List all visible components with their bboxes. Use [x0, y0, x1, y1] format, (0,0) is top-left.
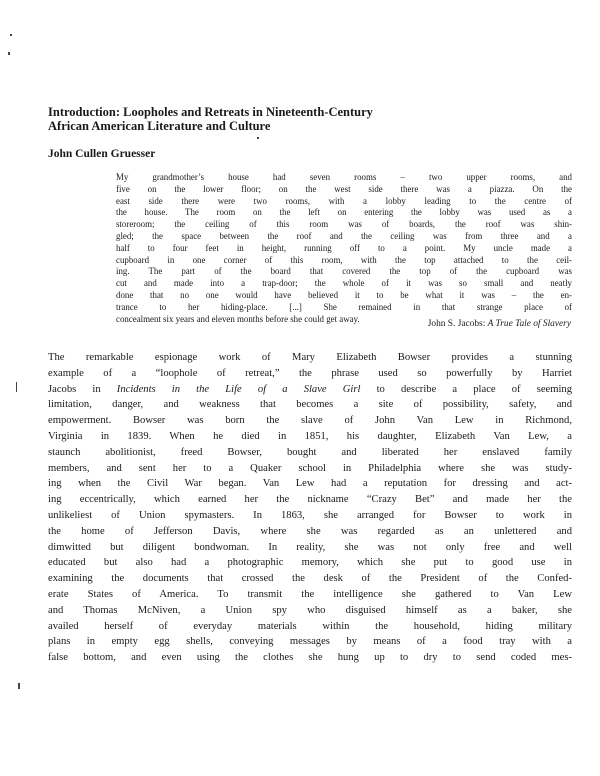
body-line: ing when the Civil War began. Van Lew had a reputation for dressing and act-	[48, 478, 572, 490]
epigraph-line: cupboard in one corner of this room, with the top attached to the ceil-	[116, 254, 572, 265]
epigraph-line: My grandmother’s house had seven rooms – two upper rooms, and	[116, 172, 572, 182]
attribution-author: John S. Jacobs:	[427, 319, 486, 329]
body-line: Virginia in 1839. When he died in 1851, his daughter, Elizabeth Van Lew, a	[48, 430, 572, 442]
epigraph-line: concealment six years and eleven months before she could get away.	[116, 313, 360, 324]
epigraph-line: storeroom; the ceiling of this room was of boards, the roof was shin-	[116, 219, 572, 230]
body-line: staunch abolitionist, freed Bowser, bought and liberated her enslaved family	[48, 446, 572, 458]
body-line-post: to describe a place of seeming	[376, 383, 573, 395]
epigraph-line: ing. The part of the board that covered the top of the cupboard was	[116, 266, 572, 277]
body-line: erate States of America. To transmit the intelligence she gathered to Van Lew	[48, 588, 572, 600]
author-name: John Cullen Gruesser	[48, 148, 156, 160]
body-line: the home of Jefferson Davis, where she was regarded as an unlettered and	[48, 525, 572, 537]
body-line: ing eccentrically, which earned her the nickname “Crazy Bet” and made her the	[48, 494, 572, 506]
body-line: dimwitted but diligent bondwoman. In reality, she was not only free and well	[48, 541, 572, 553]
body-line: unlikeliest of Union spymasters. In 1863, she arranged for Bowser to work in	[48, 509, 572, 521]
body-line: availed herself of everyday materials within the household, hiding military	[48, 620, 572, 632]
article-title	[48, 105, 448, 133]
body-line: false bottom, and even using the clothes she hung up to dry to send coded mes-	[48, 652, 572, 664]
epigraph-attribution	[116, 319, 571, 329]
scan-mark-top-left-2	[8, 52, 10, 55]
body-line: examining the documents that crossed the desk of the President of the Confed-	[48, 573, 572, 585]
article-title-line-2: African American Literature and Culture	[48, 119, 271, 133]
body-line-pre: Jacobs in	[48, 383, 101, 395]
epigraph-line: five on the lower floor; on the west side there was a piazza. On the	[116, 183, 572, 194]
body-line: plans in empty egg shells, conveying messages by means of a food tray with a	[48, 636, 572, 648]
book-title-italic: Incidents in the Life of a Slave Girl	[116, 383, 361, 395]
article-title-line-1: Introduction: Loopholes and Retreats in Nineteenth-Century	[48, 105, 373, 119]
body-line: The remarkable espionage work of Mary Elizabeth Bowser provides a stunning	[48, 352, 572, 363]
scan-mark-mid	[257, 137, 259, 139]
epigraph-line: the house. The room on the left on entering the lobby was used as a	[116, 207, 572, 218]
body-line	[48, 382, 572, 398]
epigraph-line: trance to her hiding-place. [...] She remained in that strange place of	[116, 301, 572, 312]
epigraph-line: gled; the space between the roof and the ceiling was from three and a	[116, 230, 572, 241]
epigraph-quote	[116, 172, 572, 325]
body-line: empowerment. Bowser was born the slave of John Van Lew in Richmond,	[48, 415, 572, 427]
body-line: and Thomas McNiven, a Union spy who disguised himself as a baker, she	[48, 604, 572, 616]
body-line: educated but also had a photographic memory, which she put to good use in	[48, 557, 572, 569]
attribution-title: A True Tale of Slavery	[487, 319, 571, 329]
scan-mark-top-left	[10, 34, 12, 36]
body-line: example of a “loophole of retreat,” the phrase used so powerfully by Harriet	[48, 367, 572, 379]
body-paragraph	[48, 350, 572, 666]
epigraph-line: done that no one would have believed it to be what it was – the en-	[116, 289, 572, 300]
body-line: limitation, danger, and weakness that becomes a site of possibility, safety, and	[48, 399, 572, 411]
epigraph-line: east side there were two rooms, with a lobby leading to the centre of	[116, 195, 572, 206]
scan-mark-margin	[16, 382, 17, 392]
epigraph-line: half to four feet in height, running off to a point. My uncle made a	[116, 242, 572, 253]
epigraph-line: cut and made into a trap-door; the whole of it was so small and neatly	[116, 278, 572, 289]
body-line: members, and sent her to a Quaker school in Philadelphia where she was study-	[48, 462, 572, 474]
scan-mark-bottom-left	[18, 683, 20, 689]
